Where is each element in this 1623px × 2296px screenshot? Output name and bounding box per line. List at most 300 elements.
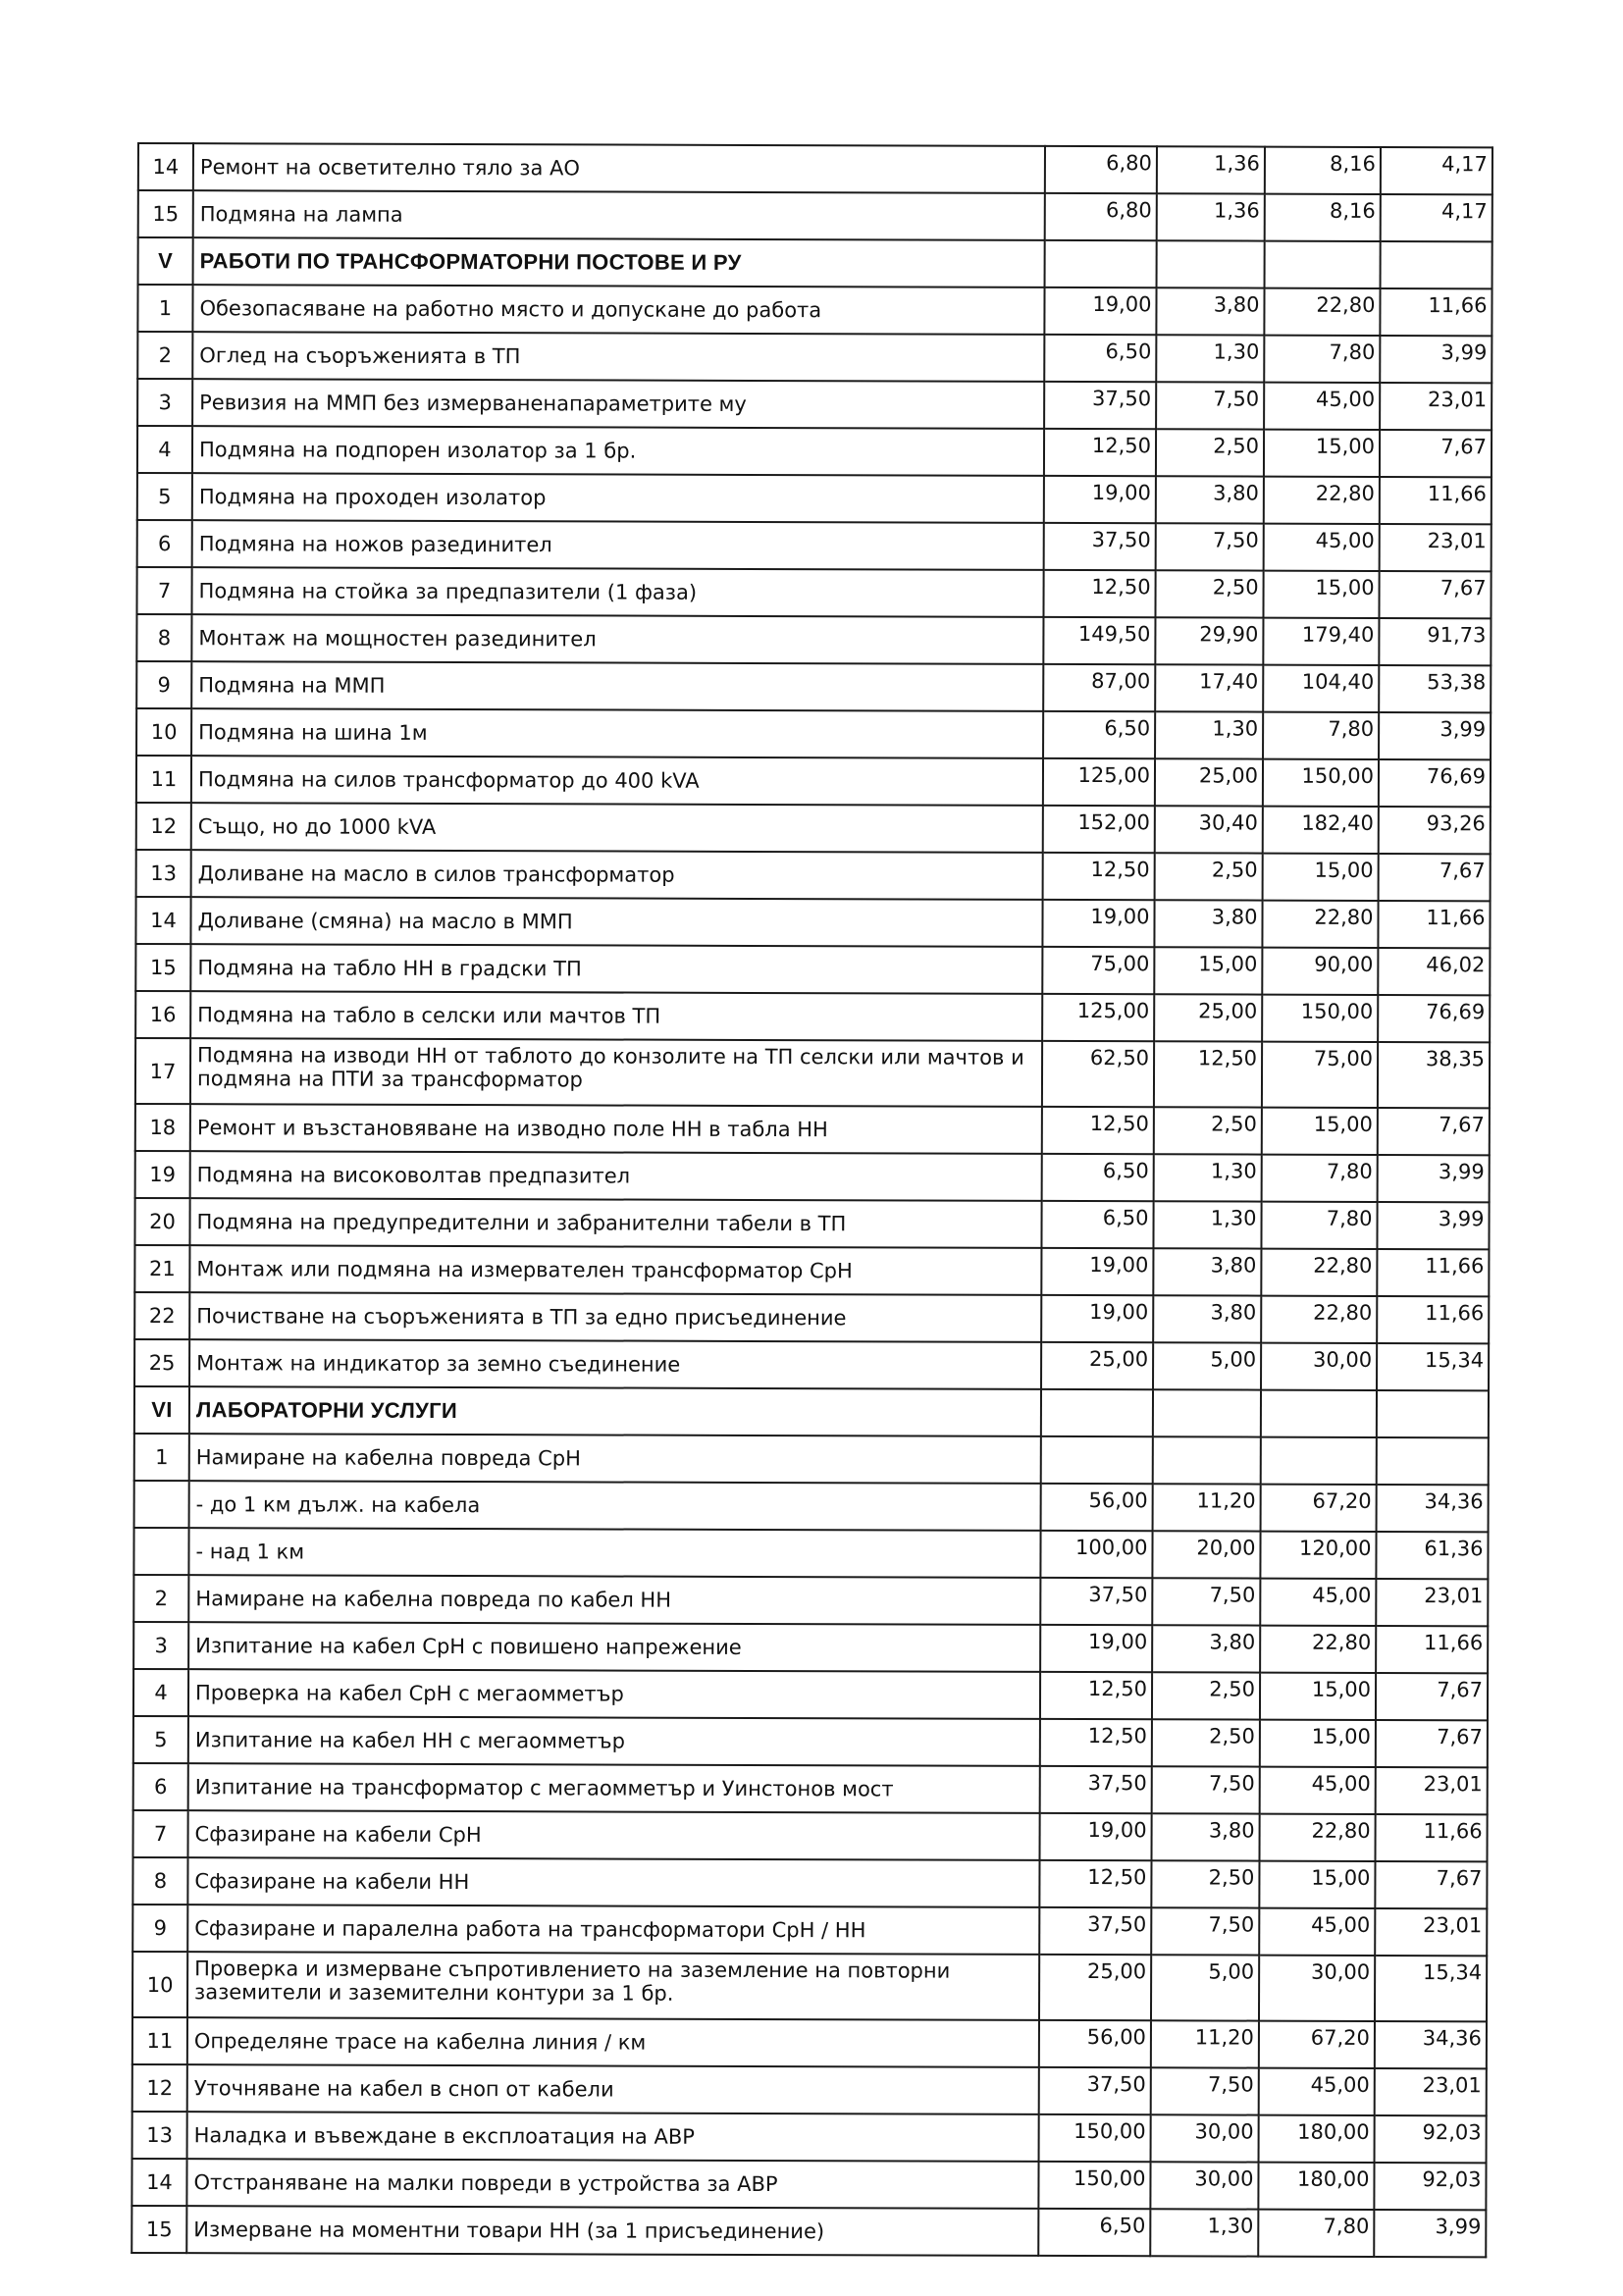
item-number: 4	[137, 426, 192, 473]
item-description: Ремонт и възстановяване на изводно поле НН в табла НН	[190, 1104, 1042, 1154]
price-col-3: 45,00	[1260, 1767, 1376, 1814]
price-col-1: 6,50	[1041, 1201, 1153, 1248]
price-col-4: 92,03	[1375, 2115, 1487, 2163]
price-col-1: 12,50	[1043, 853, 1155, 900]
price-col-3: 15,00	[1262, 1108, 1378, 1155]
price-col-1: 19,00	[1040, 1625, 1152, 1672]
price-col-3: 45,00	[1260, 1579, 1376, 1626]
item-description: Подмяна на ММП	[191, 661, 1043, 711]
price-col-2: 3,80	[1156, 476, 1264, 523]
item-description: Определяне трасе на кабелна линия / км	[187, 2017, 1039, 2067]
item-description: Сфазиране на кабели СрН	[188, 1810, 1040, 1860]
price-col-1: 19,00	[1042, 900, 1154, 947]
price-col-2: 3,80	[1152, 1625, 1260, 1672]
table-row	[137, 426, 1492, 477]
item-number: 8	[132, 1857, 187, 1905]
price-col-4: 11,66	[1380, 477, 1492, 524]
item-description: Изпитание на трансформатор с мегаомметър и Уинстонов мост	[188, 1763, 1040, 1813]
price-col-3: 7,80	[1263, 712, 1379, 759]
item-number: 14	[135, 897, 190, 944]
item-number: 21	[134, 1245, 189, 1292]
table-row	[134, 1434, 1489, 1485]
item-number: 5	[137, 473, 192, 520]
price-col-1: 25,00	[1041, 1342, 1153, 1389]
price-col-1: 87,00	[1043, 664, 1155, 711]
price-col-1	[1041, 1389, 1153, 1436]
price-col-1: 25,00	[1039, 1955, 1151, 2020]
price-col-2: 1,30	[1150, 2209, 1258, 2256]
price-col-4: 34,36	[1375, 2021, 1487, 2068]
price-col-4: 3,99	[1377, 1202, 1489, 1249]
price-col-4: 4,17	[1381, 147, 1492, 194]
table-row	[135, 897, 1490, 948]
item-number: 11	[132, 2017, 187, 2064]
price-col-3: 7,80	[1262, 1155, 1378, 1202]
price-col-3: 15,00	[1263, 854, 1379, 901]
price-col-3: 22,80	[1261, 1296, 1377, 1343]
price-col-4: 7,67	[1380, 430, 1492, 477]
price-col-4: 11,66	[1378, 901, 1490, 948]
price-col-3: 22,80	[1262, 901, 1378, 948]
price-col-3: 45,00	[1259, 1908, 1375, 1956]
price-col-4: 3,99	[1378, 1155, 1490, 1202]
price-col-1: 37,50	[1039, 2067, 1151, 2114]
price-col-4: 3,99	[1379, 712, 1491, 759]
item-number: 10	[136, 708, 191, 756]
price-col-3: 22,80	[1264, 288, 1380, 336]
item-description: Ревизия на ММП без измерваненапараметрите му	[192, 379, 1044, 429]
item-description: Обезопасяване на работно място и допускане до работа	[192, 285, 1044, 335]
item-number: 2	[133, 1575, 188, 1622]
price-col-3: 67,20	[1261, 1485, 1377, 1532]
table-row	[132, 1905, 1487, 1956]
price-col-3: 22,80	[1264, 477, 1380, 524]
table-row	[137, 379, 1492, 430]
item-description: Монтаж на мощностен разединител	[191, 614, 1043, 664]
item-number	[133, 1528, 188, 1575]
price-col-3: 7,80	[1261, 1202, 1377, 1249]
price-col-2	[1153, 1436, 1261, 1484]
price-col-2: 11,20	[1151, 2020, 1259, 2067]
item-description: Намиране на кабелна повреда СрН	[189, 1434, 1041, 1484]
price-col-3: 150,00	[1263, 759, 1379, 807]
price-col-3: 7,80	[1264, 336, 1380, 383]
price-col-2: 25,00	[1155, 758, 1263, 806]
price-col-2: 1,30	[1156, 335, 1264, 382]
table-row	[131, 2206, 1486, 2257]
table-row	[135, 944, 1490, 995]
table-row	[133, 1763, 1488, 1814]
item-description: Монтаж или подмяна на измервателен трансформатор СрН	[189, 1245, 1041, 1295]
table-row	[135, 1104, 1490, 1155]
item-description: Подмяна на табло в селски или мачтов ТП	[190, 991, 1042, 1041]
item-description: Наладка и въвеждане в експлоатация на АВР	[187, 2112, 1039, 2162]
price-col-3: 120,00	[1260, 1532, 1376, 1579]
table-row	[132, 1952, 1487, 2021]
price-col-1: 37,50	[1044, 382, 1156, 429]
item-number: 9	[132, 1905, 187, 1952]
item-number: 6	[133, 1763, 188, 1810]
item-description: Подмяна на силов трансформатор до 400 kVA	[191, 756, 1043, 806]
table-row	[136, 661, 1491, 712]
item-number: V	[138, 237, 193, 285]
price-table	[131, 142, 1493, 2258]
table-row	[132, 2017, 1487, 2068]
document-page	[131, 142, 1492, 2258]
price-col-1: 37,50	[1044, 523, 1156, 570]
item-number: 18	[135, 1104, 190, 1151]
item-description: Подмяна на проходен изолатор	[192, 473, 1044, 523]
price-col-2: 5,00	[1153, 1342, 1261, 1389]
table-row	[131, 2159, 1486, 2210]
price-col-1: 19,00	[1041, 1295, 1153, 1342]
table-row	[138, 190, 1492, 241]
price-col-1: 19,00	[1044, 476, 1156, 523]
price-col-4: 15,34	[1375, 1956, 1487, 2021]
price-col-4: 92,03	[1374, 2163, 1486, 2210]
item-description: Монтаж на индикатор за земно съединение	[189, 1339, 1041, 1389]
price-col-3: 15,00	[1259, 1861, 1375, 1908]
item-description: - до 1 км дълж. на кабела	[189, 1481, 1041, 1531]
price-col-3: 182,40	[1263, 807, 1379, 854]
item-number: 13	[132, 2112, 187, 2159]
price-col-2: 3,80	[1153, 1295, 1261, 1342]
price-col-2	[1153, 1389, 1261, 1436]
table-row	[133, 1622, 1488, 1673]
price-col-4: 23,01	[1375, 1908, 1487, 1956]
price-col-2: 7,50	[1152, 1578, 1260, 1625]
price-col-1: 150,00	[1038, 2162, 1150, 2209]
price-col-4: 3,99	[1374, 2210, 1486, 2257]
price-col-2: 11,20	[1153, 1484, 1261, 1531]
price-col-4: 4,17	[1381, 194, 1492, 241]
item-number: 22	[134, 1292, 189, 1339]
price-col-1: 125,00	[1043, 758, 1155, 806]
table-row	[134, 1481, 1489, 1532]
item-number: 1	[137, 285, 192, 332]
price-col-3: 180,00	[1258, 2163, 1374, 2210]
price-col-2: 7,50	[1156, 523, 1264, 570]
price-col-3: 180,00	[1259, 2115, 1375, 2163]
price-col-1: 125,00	[1042, 994, 1154, 1041]
price-col-1: 37,50	[1039, 1907, 1151, 1955]
price-col-4: 91,73	[1379, 618, 1491, 665]
price-col-2: 3,80	[1152, 1813, 1260, 1860]
price-col-2: 1,30	[1153, 1201, 1261, 1248]
item-number: 14	[138, 143, 193, 190]
price-col-4: 7,67	[1376, 1720, 1488, 1767]
table-row	[133, 1716, 1488, 1767]
price-col-4: 15,34	[1377, 1343, 1489, 1390]
item-number: 8	[136, 614, 191, 661]
item-description: Сфазиране и паралелна работа на трансформатори СрН / НН	[187, 1905, 1039, 1955]
price-col-2: 12,50	[1154, 1041, 1262, 1107]
price-col-1: 12,50	[1042, 1107, 1154, 1154]
price-col-2: 3,80	[1153, 1248, 1261, 1295]
price-col-1: 6,80	[1045, 146, 1157, 193]
item-description: Изпитание на кабел НН с мегаомметър	[188, 1716, 1040, 1766]
price-col-1: 37,50	[1040, 1578, 1152, 1625]
price-col-3: 15,00	[1264, 430, 1380, 477]
table-row	[137, 285, 1492, 336]
price-col-4: 7,67	[1378, 1108, 1490, 1155]
price-col-1: 37,50	[1040, 1766, 1152, 1813]
item-description: Изпитание на кабел СрН с повишено напрежение	[188, 1622, 1040, 1672]
item-description: Подмяна на стойка за предпазители (1 фаза)	[191, 567, 1043, 617]
price-col-3	[1261, 1437, 1377, 1485]
item-number: 7	[136, 567, 191, 614]
table-row	[135, 1151, 1490, 1202]
item-number	[134, 1481, 189, 1528]
price-col-1: 6,50	[1043, 711, 1155, 758]
price-col-2: 30,00	[1151, 2114, 1259, 2162]
table-row	[133, 1575, 1488, 1626]
price-col-2: 1,30	[1155, 711, 1263, 758]
table-row	[134, 1245, 1489, 1296]
price-col-4	[1377, 1390, 1489, 1437]
section-header-row	[134, 1386, 1489, 1437]
price-col-4: 11,66	[1376, 1814, 1488, 1861]
item-number: 6	[137, 520, 192, 567]
price-col-3: 104,40	[1263, 665, 1379, 712]
item-number: 3	[133, 1622, 188, 1669]
item-description: Подмяна на лампа	[193, 190, 1045, 240]
price-col-2: 29,90	[1155, 617, 1263, 664]
item-number: 12	[136, 803, 191, 850]
table-row	[132, 2064, 1487, 2115]
price-col-2: 2,50	[1155, 853, 1263, 900]
price-col-4: 11,66	[1377, 1249, 1489, 1296]
price-col-1: 12,50	[1039, 1860, 1151, 1907]
item-description: Почистване на съоръженията в ТП за едно присъединение	[189, 1292, 1041, 1342]
price-col-3: 22,80	[1260, 1626, 1376, 1673]
price-col-3: 8,16	[1265, 194, 1381, 241]
item-description: Подмяна на подпорен изолатор за 1 бр.	[192, 426, 1044, 476]
price-col-3: 75,00	[1262, 1042, 1378, 1108]
price-col-1: 100,00	[1040, 1531, 1152, 1578]
item-number: 12	[132, 2064, 187, 2112]
price-col-2: 30,00	[1150, 2162, 1258, 2209]
price-col-1: 149,50	[1043, 617, 1155, 664]
price-col-1: 56,00	[1041, 1484, 1153, 1531]
price-col-1: 19,00	[1044, 287, 1156, 335]
price-col-3: 179,40	[1263, 618, 1379, 665]
price-col-2: 2,50	[1155, 570, 1263, 617]
table-row	[137, 520, 1492, 571]
item-number: VI	[134, 1386, 189, 1434]
price-col-4: 23,01	[1380, 383, 1492, 430]
table-row	[136, 756, 1491, 807]
table-row	[136, 614, 1491, 665]
price-col-4: 7,67	[1379, 854, 1491, 901]
item-description: Отстраняване на малки повреди в устройства за АВР	[186, 2159, 1038, 2209]
price-col-3: 22,80	[1260, 1814, 1376, 1861]
item-number: 13	[136, 850, 191, 897]
item-number: 17	[135, 1038, 190, 1104]
price-col-1: 150,00	[1039, 2114, 1151, 2162]
price-col-4: 23,01	[1376, 1767, 1488, 1814]
price-col-2: 3,80	[1154, 900, 1262, 947]
price-col-3: 15,00	[1260, 1720, 1376, 1767]
price-col-2: 2,50	[1152, 1672, 1260, 1719]
price-col-2: 2,50	[1151, 1860, 1259, 1907]
table-row	[134, 1339, 1489, 1390]
price-col-1: 152,00	[1043, 806, 1155, 853]
price-col-1: 6,50	[1044, 335, 1156, 382]
item-description: Оглед на съоръженията в ТП	[192, 332, 1044, 382]
price-col-4	[1381, 241, 1492, 288]
item-description: Ремонт на осветително тяло за АО	[193, 143, 1045, 193]
table-row	[132, 1857, 1487, 1908]
table-row	[138, 143, 1492, 194]
price-col-2: 1,30	[1154, 1154, 1262, 1201]
price-col-2: 2,50	[1156, 429, 1264, 476]
item-description: Доливане (смяна) на масло в ММП	[190, 897, 1042, 947]
price-col-2: 7,50	[1156, 382, 1264, 429]
price-col-4: 7,67	[1376, 1673, 1488, 1720]
price-col-4	[1377, 1437, 1489, 1485]
item-description: РАБОТИ ПО ТРАНСФОРМАТОРНИ ПОСТОВЕ И РУ	[193, 237, 1045, 287]
item-number: 15	[138, 190, 193, 237]
table-row	[136, 567, 1491, 618]
item-number: 20	[134, 1198, 189, 1245]
price-col-3: 15,00	[1263, 571, 1379, 618]
item-number: 19	[135, 1151, 190, 1198]
price-col-4: 7,67	[1375, 1861, 1487, 1908]
item-description: Измерване на моментни товари НН (за 1 присъединение)	[186, 2206, 1038, 2256]
price-col-2	[1157, 240, 1265, 287]
price-col-4: 23,01	[1375, 2068, 1487, 2115]
price-col-3: 67,20	[1259, 2021, 1375, 2068]
item-description: Подмяна на високоволтав предпазител	[190, 1151, 1042, 1201]
table-row	[136, 850, 1491, 901]
price-table-body	[131, 143, 1492, 2257]
price-col-2: 7,50	[1152, 1766, 1260, 1813]
price-col-4: 11,66	[1376, 1626, 1488, 1673]
item-number: 15	[131, 2206, 186, 2253]
item-description: - над 1 км	[188, 1528, 1040, 1578]
price-col-4: 7,67	[1379, 571, 1491, 618]
item-number: 10	[132, 1952, 187, 2017]
price-col-3: 30,00	[1261, 1343, 1377, 1390]
price-col-4: 3,99	[1380, 336, 1492, 383]
price-col-3: 45,00	[1259, 2068, 1375, 2115]
item-number: 11	[136, 756, 191, 803]
price-col-2: 2,50	[1154, 1107, 1262, 1154]
table-row	[133, 1810, 1488, 1861]
price-col-3	[1261, 1390, 1377, 1437]
price-col-3: 150,00	[1262, 995, 1378, 1042]
table-row	[137, 332, 1492, 383]
price-col-3: 7,80	[1258, 2210, 1374, 2257]
table-row	[132, 2112, 1487, 2163]
item-number: 5	[133, 1716, 188, 1763]
item-description: Подмяна на шина 1м	[191, 708, 1043, 758]
item-description: Подмяна на ножов разединител	[192, 520, 1044, 570]
table-row	[136, 708, 1491, 759]
price-col-2: 1,36	[1157, 193, 1265, 240]
price-col-2: 2,50	[1152, 1719, 1260, 1766]
table-row	[133, 1528, 1488, 1579]
item-description: Уточняване на кабел в сноп от кабели	[187, 2064, 1039, 2114]
price-col-1: 56,00	[1039, 2020, 1151, 2067]
price-col-3: 22,80	[1261, 1249, 1377, 1296]
price-col-2: 5,00	[1151, 1955, 1259, 2020]
price-col-4: 76,69	[1378, 995, 1490, 1042]
item-number: 9	[136, 661, 191, 708]
price-col-2: 3,80	[1156, 287, 1264, 335]
price-col-1: 6,50	[1042, 1154, 1154, 1201]
price-col-1: 75,00	[1042, 947, 1154, 994]
table-row	[134, 1292, 1489, 1343]
item-description: Проверка и измерване съпротивлението на заземление на повторни заземители и заземителни контури за 1 бр.	[187, 1952, 1039, 2020]
price-col-1: 19,00	[1041, 1248, 1153, 1295]
price-col-3: 15,00	[1260, 1673, 1376, 1720]
table-row	[135, 991, 1490, 1042]
price-col-4: 23,01	[1380, 524, 1492, 571]
price-col-1	[1041, 1436, 1153, 1484]
item-description: Подмяна на изводи НН от таблото до конзолите на ТП селски или мачтов и подмяна на ПТИ за трансформатор	[190, 1038, 1042, 1107]
price-col-3	[1265, 241, 1381, 288]
price-col-1: 6,80	[1045, 193, 1157, 240]
item-description: Доливане на масло в силов трансформатор	[191, 850, 1043, 900]
price-col-3: 30,00	[1259, 1956, 1375, 2021]
item-number: 25	[134, 1339, 189, 1386]
price-col-3: 45,00	[1264, 524, 1380, 571]
price-col-4: 23,01	[1376, 1579, 1488, 1626]
section-header-row	[138, 237, 1492, 288]
price-col-1	[1045, 240, 1157, 287]
item-number: 7	[133, 1810, 188, 1857]
table-row	[137, 473, 1492, 524]
item-number: 1	[134, 1434, 189, 1481]
item-description: Сфазиране на кабели НН	[187, 1857, 1039, 1907]
price-col-1: 12,50	[1040, 1672, 1152, 1719]
price-col-1: 12,50	[1044, 429, 1156, 476]
item-number: 16	[135, 991, 190, 1038]
price-col-4: 11,66	[1380, 288, 1492, 336]
price-col-4: 61,36	[1376, 1532, 1488, 1579]
price-col-4: 76,69	[1379, 759, 1491, 807]
price-col-1: 6,50	[1038, 2209, 1150, 2256]
price-col-4: 93,26	[1379, 807, 1491, 854]
price-col-1: 19,00	[1040, 1813, 1152, 1860]
item-number: 2	[137, 332, 192, 379]
price-col-2: 1,36	[1157, 146, 1265, 193]
table-row	[136, 803, 1491, 854]
item-description: Също, но до 1000 kVA	[191, 803, 1043, 853]
item-description: Подмяна на табло НН в градски ТП	[190, 944, 1042, 994]
price-col-4: 53,38	[1379, 665, 1491, 712]
item-description: ЛАБОРАТОРНИ УСЛУГИ	[189, 1386, 1041, 1436]
item-number: 3	[137, 379, 192, 426]
item-number: 15	[135, 944, 190, 991]
item-number: 14	[131, 2159, 186, 2206]
price-col-2: 15,00	[1154, 947, 1262, 994]
price-col-1: 12,50	[1043, 570, 1155, 617]
price-col-4: 38,35	[1378, 1042, 1490, 1108]
price-col-3: 45,00	[1264, 383, 1380, 430]
price-col-2: 7,50	[1151, 1907, 1259, 1955]
price-col-2: 20,00	[1152, 1531, 1260, 1578]
price-col-2: 7,50	[1151, 2067, 1259, 2114]
price-col-3: 90,00	[1262, 948, 1378, 995]
price-col-2: 25,00	[1154, 994, 1262, 1041]
price-col-4: 11,66	[1377, 1296, 1489, 1343]
price-col-2: 30,40	[1155, 806, 1263, 853]
item-number: 4	[133, 1669, 188, 1716]
price-col-3: 8,16	[1265, 147, 1381, 194]
